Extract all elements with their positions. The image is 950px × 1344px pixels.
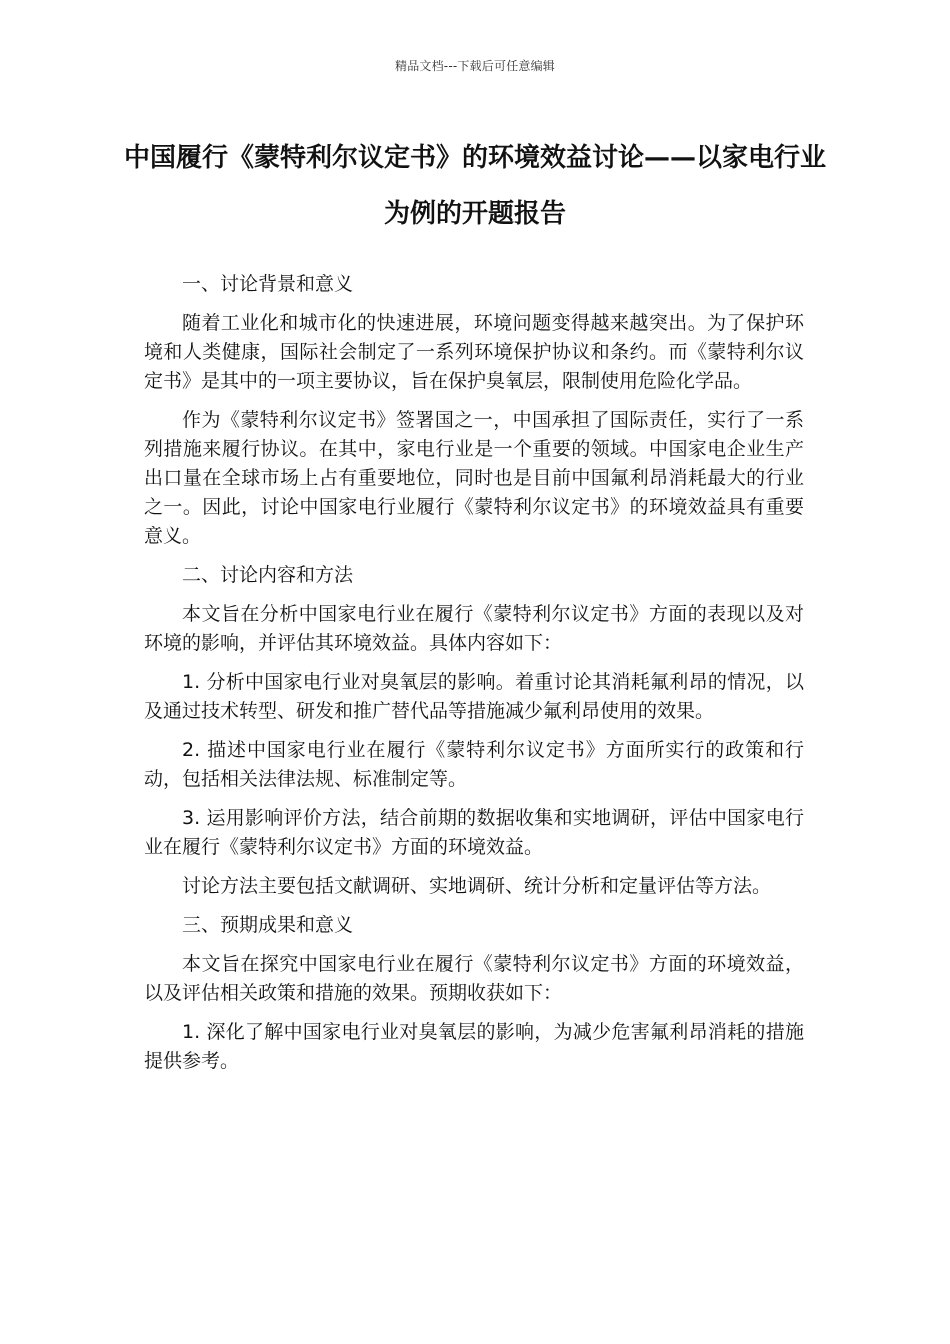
header-note: 精品文档---下载后可任意编辑 bbox=[395, 59, 555, 73]
list-item: 1. 分析中国家电行业对臭氧层的影响。着重讨论其消耗氟利昂的情况，以及通过技术转型、研发和推广替代品等措施减少氟利昂使用的效果。 bbox=[144, 671, 804, 722]
list-item: 3. 运用影响评价方法，结合前期的数据收集和实地调研，评估中国家电行业在履行《蒙特利尔议定书》方面的环境效益。 bbox=[144, 807, 804, 858]
document-body bbox=[144, 270, 804, 1086]
section-heading-content-methods: 二、讨论内容和方法 bbox=[182, 564, 354, 586]
paragraph: 讨论方法主要包括文献调研、实地调研、统计分析和定量评估等方法。 bbox=[182, 875, 772, 897]
paragraph: 随着工业化和城市化的快速进展，环境问题变得越来越突出。为了保护环境和人类健康，国际社会制定了一系列环境保护协议和条约。而《蒙特利尔议定书》是其中的一项主要协议，旨在保护臭氧层，限制使用危险化学品。 bbox=[144, 312, 804, 392]
paragraph: 本文旨在分析中国家电行业在履行《蒙特利尔议定书》方面的表现以及对环境的影响，并评估其环境效益。具体内容如下： bbox=[144, 603, 804, 654]
list-item: 2. 描述中国家电行业在履行《蒙特利尔议定书》方面所实行的政策和行动，包括相关法律法规、标准制定等。 bbox=[144, 739, 804, 790]
paragraph: 本文旨在探究中国家电行业在履行《蒙特利尔议定书》方面的环境效益，以及评估相关政策和措施的效果。预期收获如下： bbox=[144, 953, 804, 1004]
paragraph: 作为《蒙特利尔议定书》签署国之一，中国承担了国际责任，实行了一系列措施来履行协议。在其中，家电行业是一个重要的领域。中国家电企业生产出口量在全球市场上占有重要地位，同时也是目前中国氟利昂消耗最大的行业之一。因此，讨论中国家电行业履行《蒙特利尔议定书》的环境效益具有重要意义。 bbox=[144, 409, 804, 547]
section-heading-expected-results: 三、预期成果和意义 bbox=[182, 914, 354, 936]
list-item: 1. 深化了解中国家电行业对臭氧层的影响，为减少危害氟利昂消耗的措施提供参考。 bbox=[144, 1021, 804, 1072]
document-title: 中国履行《蒙特利尔议定书》的环境效益讨论——以家电行业为例的开题报告 bbox=[123, 143, 826, 229]
section-heading-background: 一、讨论背景和意义 bbox=[182, 273, 354, 295]
